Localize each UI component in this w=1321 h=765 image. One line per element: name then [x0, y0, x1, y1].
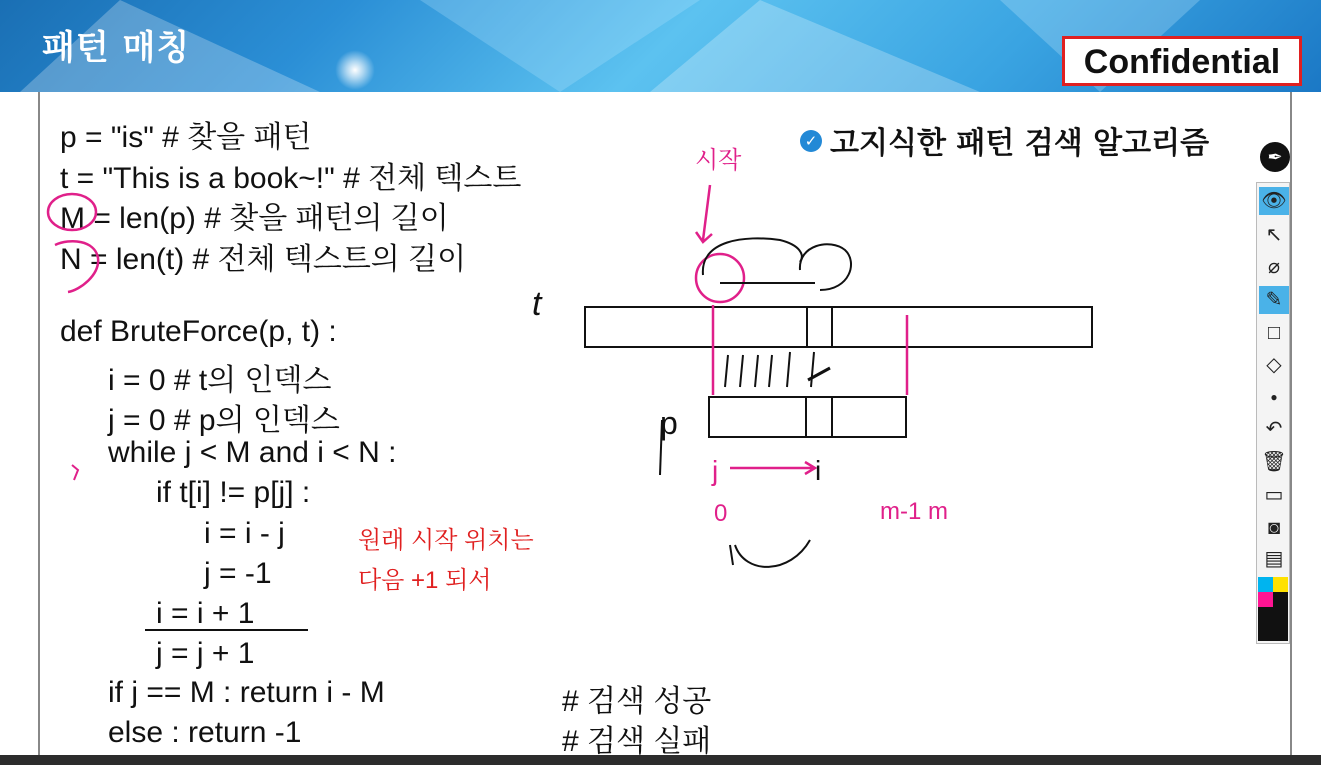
code-line: if t[i] != p[j] :: [156, 476, 311, 509]
code-line: i = i - j: [204, 517, 285, 550]
tick-strokes: [725, 352, 814, 387]
code-line: p = "is" # 찾을 패턴: [60, 121, 312, 154]
code-line: N = len(t) # 전체 텍스트의 길이: [60, 243, 467, 276]
code-line: else : return -1: [108, 716, 302, 749]
code-line: j = j + 1: [156, 637, 255, 670]
mark-stroke: [72, 465, 78, 480]
circle-N-stroke: [55, 241, 98, 292]
annotation-note-2: 다음 +1 되서: [358, 567, 492, 594]
slide-title: 패턴 매칭: [42, 28, 191, 68]
code-comment-success: # 검색 성공: [562, 685, 712, 718]
color-swatch-yellow[interactable]: [1273, 577, 1288, 592]
code-line: j = 0 # p의 인덱스: [108, 404, 340, 437]
camera-icon[interactable]: ◙: [1267, 517, 1281, 539]
color-swatch-cyan[interactable]: [1258, 577, 1273, 592]
annotation-t: t: [532, 285, 542, 323]
code-line: def BruteForce(p, t) :: [60, 315, 337, 348]
pointer-icon[interactable]: ↖: [1265, 224, 1283, 246]
return-arrow: [730, 540, 810, 567]
annotation-j: j: [712, 455, 719, 486]
annotation-p: p: [660, 405, 678, 441]
annotation-start: 시작: [695, 147, 742, 174]
code-line: i = i + 1: [156, 597, 255, 630]
j-arrow: [730, 462, 815, 474]
annotation-zero: 0: [714, 500, 728, 527]
undo-icon[interactable]: ↶: [1265, 418, 1283, 440]
annotation-toolbar: [1256, 182, 1290, 644]
laser-icon[interactable]: ⌀: [1267, 256, 1281, 278]
annotation-i: i: [815, 455, 822, 486]
start-arrow: [696, 185, 712, 242]
t-array-box: [585, 307, 1092, 347]
confidential-badge: Confidential: [1062, 36, 1302, 86]
p-array-box: [709, 397, 906, 437]
code-line: if j == M : return i - M: [108, 676, 385, 709]
eye-icon[interactable]: 👁: [1259, 187, 1289, 215]
color-swatch-black-large[interactable]: [1258, 607, 1288, 641]
highlighter-icon[interactable]: ✎: [1259, 286, 1289, 314]
clipboard-icon[interactable]: ▤: [1264, 548, 1284, 570]
code-line: t = "This is a book~!" # 전체 텍스트: [60, 162, 522, 195]
annotation-note-1: 원래 시작 위치는: [358, 527, 534, 554]
shape-icon[interactable]: □: [1267, 322, 1281, 344]
presenter-icon[interactable]: ▭: [1264, 484, 1284, 506]
annotation-m: m-1 m: [880, 498, 948, 525]
eraser-icon[interactable]: ◇: [1266, 354, 1282, 376]
section-heading-text: 고지식한 패턴 검색 알고리즘: [830, 126, 1210, 161]
code-line: M = len(p) # 찾을 패턴의 길이: [60, 202, 449, 235]
code-comment-fail: # 검색 실패: [562, 725, 712, 758]
dot-icon[interactable]: ●: [1270, 390, 1278, 404]
code-line: while j < M and i < N :: [108, 436, 397, 469]
trash-icon[interactable]: 🗑: [1261, 451, 1287, 473]
color-swatch-black[interactable]: [1273, 592, 1288, 607]
pen-mode-icon[interactable]: ✒: [1260, 142, 1290, 172]
loop-stroke: [703, 238, 802, 275]
start-circle-stroke: [696, 254, 744, 302]
code-line: i = 0 # t의 인덱스: [108, 364, 332, 397]
color-swatch-magenta[interactable]: [1258, 592, 1273, 607]
code-line: j = -1: [204, 557, 272, 590]
check-circle-icon: ✓: [800, 130, 822, 152]
circle-M-stroke: [48, 194, 96, 230]
